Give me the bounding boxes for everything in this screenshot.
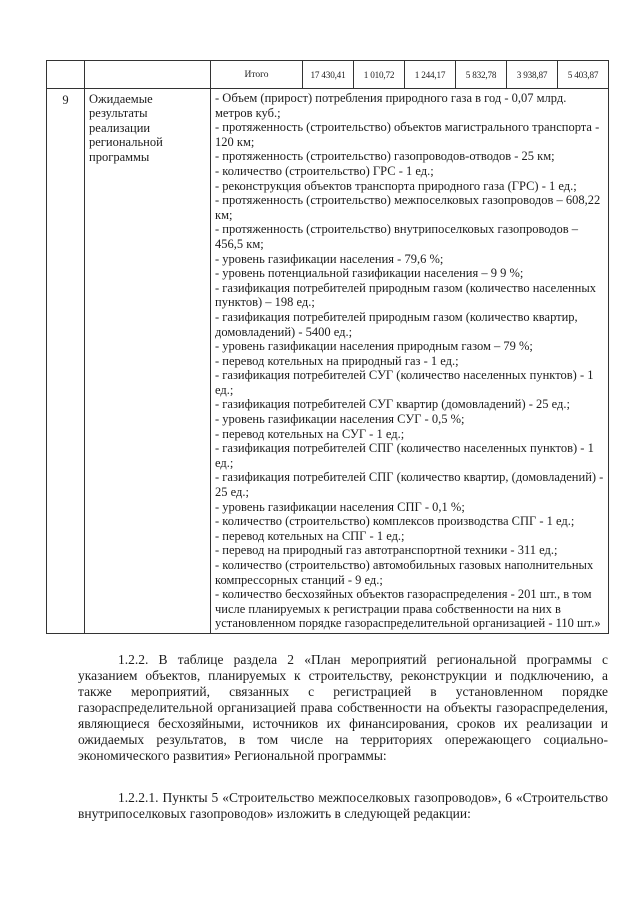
result-item: - уровень газификации населения СУГ - 0,5 %; [215,412,465,427]
total-value-3: 1 244,17 [405,61,456,89]
result-item: - протяженность (строительство) объектов магистрального транспорта - 120 км; [215,120,600,149]
total-value-2: 1 010,72 [354,61,405,89]
total-row-number-cell [47,61,85,89]
result-item: - газификация потребителей СПГ (количество населенных пунктов) - 1 ед.; [215,441,594,470]
total-value-4: 5 832,78 [456,61,507,89]
result-item: - количество (строительство) комплексов производства СПГ - 1 ед.; [215,514,575,529]
paragraph-1-2-2-1: 1.2.2.1. Пункты 5 «Строительство межпоселковых газопроводов», 6 «Строительство внутрипоселковых газопроводов» изложить в следующей редакции: [78,790,608,821]
result-item: - перевод котельных на природный газ - 1 ед.; [215,353,459,368]
total-value-6: 5 403,87 [558,61,609,89]
paragraph-1-2-2: 1.2.2. В таблице раздела 2 «План мероприятий региональной программы с указанием объектов, планируемых к строительству, реконструкции и подключению, а также мероприятий, связанных с регистрацией в установленном порядке газораспределительной организацией права собственности на объекты газораспределения, являющиеся бесхозяйными, источников их финансирования, сроков их реализации и ожидаемых результатов, в том числе на территориях опережающего социально-экономического развития» Региональной программы: [78,652,608,763]
result-item: - перевод на природный газ автотранспортной техники - 311 ед.; [215,543,558,558]
result-item: - уровень газификации населения природным газом – 79 %; [215,339,533,354]
results-list [215,91,604,631]
total-value-5: 3 938,87 [507,61,558,89]
total-label: Итого [211,61,303,89]
results-cell [211,89,609,634]
result-item: - протяженность (строительство) газопроводов-отводов - 25 км; [215,149,555,164]
result-item: - газификация потребителей природным газом (количество квартир, домовладений) - 5400 ед.; [215,309,578,339]
total-value-1: 17 430,41 [303,61,354,89]
result-item: - перевод котельных на СПГ - 1 ед.; [215,528,405,543]
result-item: - количество (строительство) ГРС - 1 ед.; [215,163,434,178]
result-item: - протяженность (строительство) межпоселковых газопроводов – 608,22 км; [215,193,601,222]
result-item: - газификация потребителей СУГ квартир (домовладений) - 25 ед.; [215,397,570,412]
row-number: 9 [47,89,85,634]
result-item: - газификация потребителей СУГ (количество населенных пунктов) - 1 ед.; [215,368,594,397]
result-item: - газификация потребителей природным газом (количество населенных пунктов) – 198 ед.; [215,280,597,310]
result-item: - Объем (прирост) потребления природного газа в год - 0,07 млрд. метров куб.; [215,91,567,120]
result-item: - уровень потенциальной газификации населения – 9 9 %; [215,266,524,281]
row-9 [47,89,609,634]
total-row [47,61,609,89]
result-item: - реконструкция объектов транспорта природного газа (ГРС) - 1 ед.; [215,178,577,193]
row-title: Ожидаемые результаты реализации региональной программы [85,89,211,634]
result-item: - количество бесхозяйных объектов газораспределения - 201 шт., в том числе планируемых к регистрации права собственности на них в установленном порядке газораспределительной организацией - 110 шт.» [215,587,601,631]
result-item: - газификация потребителей СПГ (количество квартир, (домовладений) - 25 ед.; [215,470,604,500]
program-table [46,60,609,634]
result-item: - уровень газификации населения - 79,6 %; [215,251,444,266]
result-item: - уровень газификации населения СПГ - 0,1 %; [215,499,465,514]
result-item: - протяженность (строительство) внутрипоселковых газопроводов – 456,5 км; [215,222,579,251]
result-item: - количество (строительство) автомобильных газовых наполнительных компрессорных станций - 9 ед.; [215,558,594,587]
result-item: - перевод котельных на СУГ - 1 ед.; [215,426,405,441]
total-row-title-cell [85,61,211,89]
